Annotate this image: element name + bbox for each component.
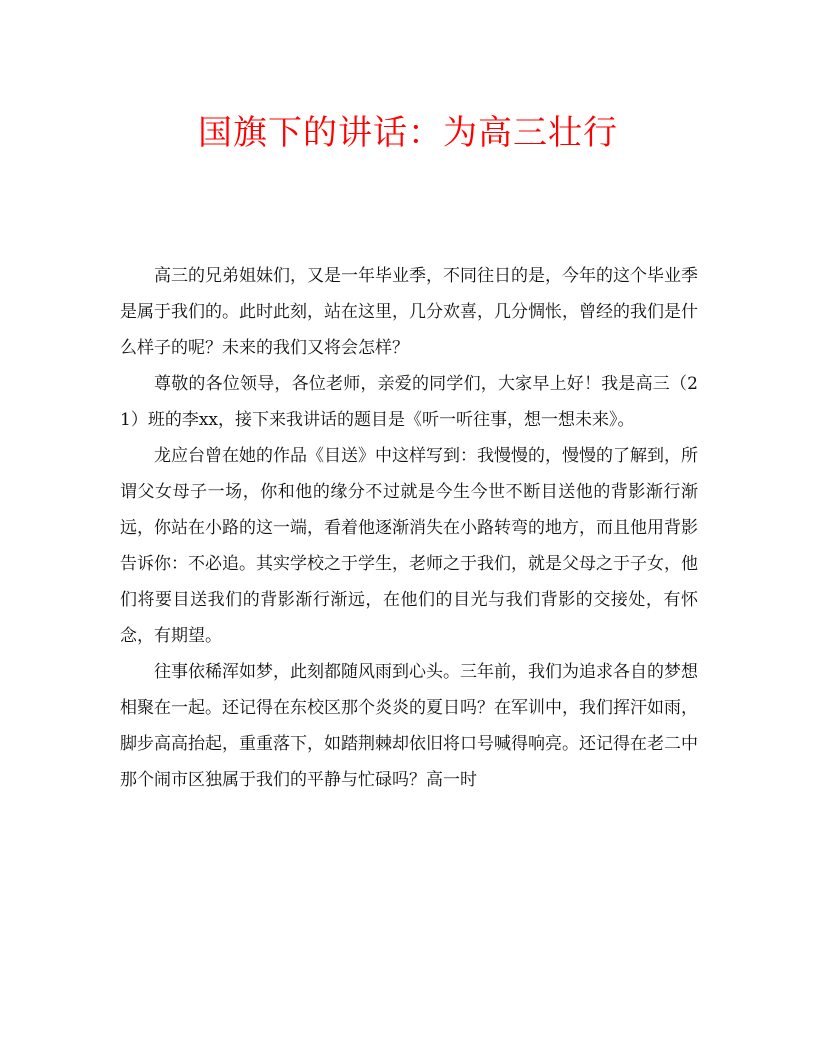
paragraph: 往事依稀浑如梦，此刻都随风雨到心头。三年前，我们为追求各自的梦想相聚在一起。还记得在东校区那个炎炎的夏日吗？在军训中，我们挥汗如雨，脚步高高抬起，重重落下，如踏荆棘却依旧将口号喊得响亮。还记得在老二中那个闹市区独属于我们的平静与忙碌吗？高一时	[120, 662, 698, 790]
paragraph: 尊敬的各位领导，各位老师，亲爱的同学们，大家早上好！我是高三（21）班的李xx，接下来我讲话的题目是《听一听往事，想一想未来》。	[120, 374, 698, 430]
paragraph: 龙应台曾在她的作品《目送》中这样写到：我慢慢的，慢慢的了解到，所谓父女母子一场，你和他的缘分不过就是今生今世不断目送他的背影渐行渐远，你站在小路的这一端，看着他逐渐消失在小路转弯的地方，而且他用背影告诉你：不必追。其实学校之于学生，老师之于我们，就是父母之于子女，他们将要目送我们的背影渐行渐远，在他们的目光与我们背影的交接处，有怀念，有期望。	[120, 446, 698, 646]
document-body	[120, 258, 698, 798]
document-title: 国旗下的讲话：为高三壮行	[198, 113, 618, 153]
paragraph: 高三的兄弟姐妹们，又是一年毕业季，不同往日的是，今年的这个毕业季是属于我们的。此时此刻，站在这里，几分欢喜，几分惆怅，曾经的我们是什么样子的呢？未来的我们又将会怎样？	[120, 266, 698, 358]
